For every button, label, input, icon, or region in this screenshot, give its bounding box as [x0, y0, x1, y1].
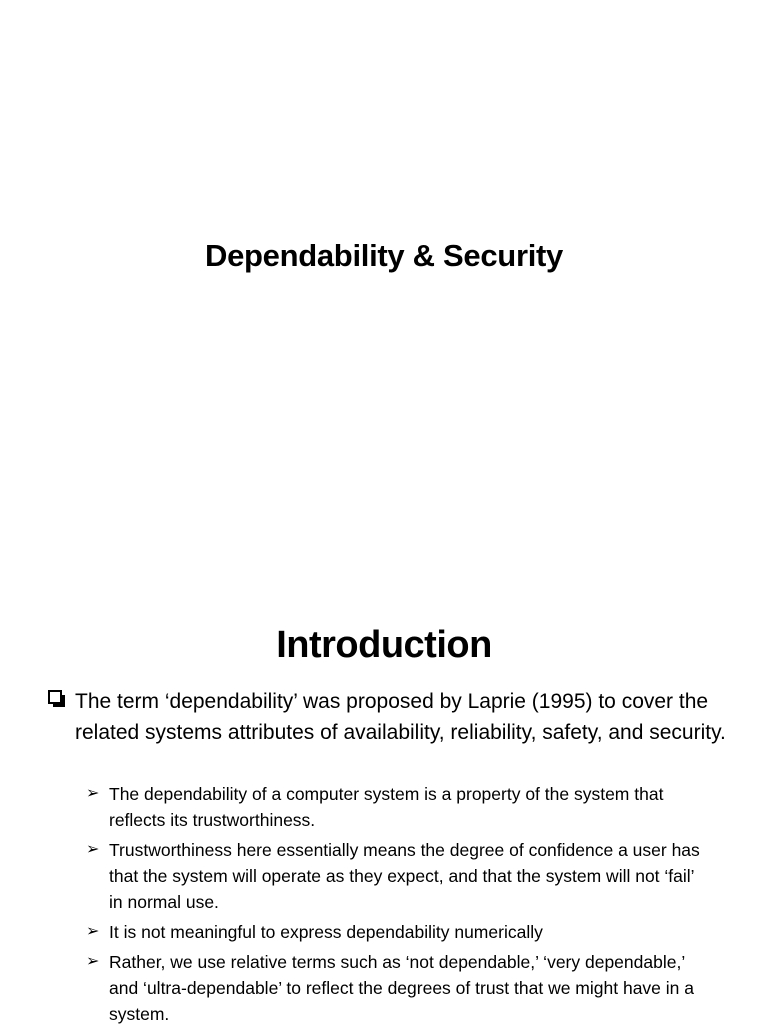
sub-bullet-text: Trustworthiness here essentially means the degree of confidence a user has that the system will operate as they expect, and that the system will not ‘fail’ in normal use. [109, 840, 700, 912]
sub-bullet [86, 949, 706, 1027]
checkbox-bullet-icon [48, 690, 62, 704]
sub-bullet [86, 781, 706, 833]
sub-bullet-text: Rather, we use relative terms such as ‘not dependable,’ ‘very dependable,’ and ‘ultra-dependable’ to reflect the degrees of trust that we might have in a system. [109, 952, 694, 1024]
content-slide [0, 576, 768, 1024]
sub-bullet [86, 837, 706, 915]
arrow-bullet-icon: ➢ [86, 841, 100, 858]
sub-bullet-text: The dependability of a computer system is a property of the system that reflects its trustworthiness. [109, 784, 664, 830]
slide-title: Dependability & Security [204, 238, 563, 273]
arrow-bullet-icon: ➢ [86, 785, 100, 802]
sub-bullet [86, 919, 706, 945]
main-bullet [48, 686, 728, 748]
arrow-bullet-icon: ➢ [86, 923, 100, 940]
main-bullet-text: The term ‘dependability’ was proposed by Laprie (1995) to cover the related systems attributes of availability, reliability, safety, and security. [75, 690, 726, 744]
sub-bullet-list [86, 781, 706, 1031]
sub-bullet-text: It is not meaningful to express dependability numerically [109, 922, 543, 942]
slide-title: Introduction [276, 624, 492, 666]
arrow-bullet-icon: ➢ [86, 953, 100, 970]
